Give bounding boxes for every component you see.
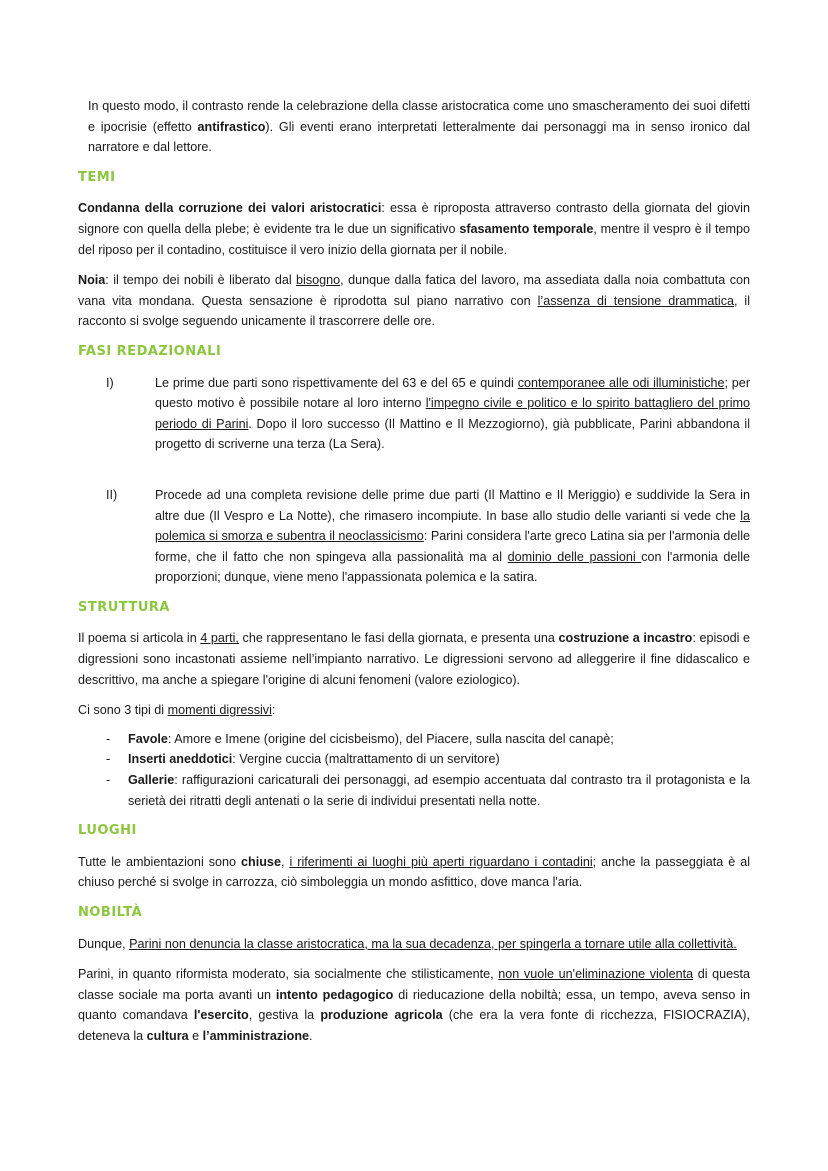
list-item xyxy=(78,749,750,770)
bold-term: l’amministrazione xyxy=(202,1028,310,1043)
text-run: ). Gli eventi erano interpretati letteralmente dai personaggi ma in senso ironico dal narratore e dal lettore. xyxy=(88,119,750,155)
text-run: che rappresentano le fasi della giornata, e presenta una xyxy=(238,631,559,646)
text-run: : raffigurazioni caricaturali dei personaggi, ad esempio accentuata dal contrasto tra il protagonista e la serietà dei ritratti degli antenati o la serie di individui presentati nella notte. xyxy=(128,773,750,808)
list-number: II) xyxy=(106,487,118,502)
underlined-text: 4 parti, xyxy=(200,631,239,646)
heading-luoghi: LUOGHI xyxy=(78,823,137,839)
underlined-text: Parini non denuncia la classe aristocratica, ma la sua decadenza, per spingerla a tornare utile alla collettività. xyxy=(129,936,737,951)
intro-paragraph xyxy=(78,96,750,158)
list-text xyxy=(155,373,750,455)
text-run: Dunque, xyxy=(78,936,130,951)
list-item xyxy=(78,770,750,811)
bold-term: costruzione a incastro xyxy=(558,631,693,646)
text-run: ; anche la passeggiata è al chiuso perché si svolge in carrozza, ciò simboleggia un mondo asfittico, dove manca l'aria. xyxy=(78,854,751,890)
bold-term: Inserti aneddotici xyxy=(128,752,233,767)
heading-nobilta: NOBILTÀ xyxy=(78,905,143,920)
nobilta-paragraph-2 xyxy=(78,964,750,1046)
struttura-paragraph-2 xyxy=(78,700,750,721)
text-run: : xyxy=(271,703,276,718)
underlined-text: dominio delle passioni xyxy=(507,549,642,564)
underlined-text: momenti digressivi xyxy=(167,703,272,718)
text-run: Tutte le ambientazioni sono xyxy=(78,854,242,869)
text-run: (che era la vera fonte di ricchezza, FISIOCRAZIA), deteneva la xyxy=(78,1008,750,1043)
bold-term: sfasamento temporale xyxy=(459,221,594,236)
text-run: , il racconto si svolge seguendo unicamente il trascorrere delle ore. xyxy=(78,293,751,329)
list-item xyxy=(78,485,750,588)
text-run: : il tempo dei nobili è liberato dal xyxy=(105,273,297,288)
struttura-paragraph-1 xyxy=(78,628,750,690)
text-run: Procede ad una completa revisione delle prime due parti (Il Mattino e Il Meriggio) e suddivide la Sera in altre due (Il Vespro e La Notte), che rimasero incompiute. In base allo studio delle varianti si vede che xyxy=(155,487,750,523)
underlined-text: non vuole un'eliminazione violenta xyxy=(498,967,694,982)
list-text xyxy=(128,729,750,750)
list-text xyxy=(128,770,750,811)
temi-paragraph-2 xyxy=(78,270,750,332)
list-text xyxy=(128,749,750,770)
document-page xyxy=(78,96,750,1047)
bold-term: l'esercito xyxy=(193,1008,249,1023)
list-dash: - xyxy=(106,731,111,746)
underlined-text: l'impegno civile e politico e lo spirito battagliero del primo periodo di Parini xyxy=(155,396,750,431)
bold-term: Noia xyxy=(78,273,106,288)
list-text xyxy=(155,485,750,588)
heading-struttura: STRUTTURA xyxy=(78,599,170,615)
digressioni-list xyxy=(78,729,750,811)
text-run: di questa classe sociale ma porta avanti un xyxy=(78,967,750,1002)
underlined-text: i riferimenti ai luoghi più aperti riguardano i contadini xyxy=(289,854,593,869)
heading-temi: TEMI xyxy=(78,169,116,185)
text-run: : essa è riproposta attraverso contrasto della giornata del giovin signore con quella della plebe; è evidente tra le due un significativo xyxy=(78,201,750,236)
list-dash: - xyxy=(106,773,111,788)
underlined-text: contemporanee alle odi illuministiche xyxy=(517,375,725,390)
text-run: , xyxy=(280,854,290,869)
text-run: con l'armonia delle proporzioni; dunque, viene meno l'appassionata polemica e la satira. xyxy=(155,549,750,585)
text-run: : Vergine cuccia (maltrattamento di un servitore) xyxy=(232,752,500,767)
bold-term: Condanna della corruzione dei valori aristocratici xyxy=(78,201,382,216)
bold-term: antifrastico xyxy=(197,119,266,134)
text-run: , gestiva la xyxy=(248,1008,321,1023)
list-item xyxy=(78,729,750,750)
text-run: . Dopo il loro successo (Il Mattino e Il Mezzogiorno), già pubblicate, Parini abbandona il progetto di scriverne una terza (La Sera). xyxy=(155,416,750,452)
list-number: I) xyxy=(106,375,114,390)
text-run: . xyxy=(309,1028,313,1043)
text-run: In questo modo, il contrasto rende la celebrazione della classe aristocratica come uno smascheramento dei suoi difetti e ipocrisie (effetto xyxy=(88,99,750,134)
underlined-text: la polemica si smorza e subentra il neoclassicismo xyxy=(155,508,750,544)
text-run: Le prime due parti sono rispettivamente del 63 e del 65 e quindi xyxy=(155,375,518,390)
text-run: e xyxy=(188,1028,203,1043)
text-run: Il poema si articola in xyxy=(78,631,201,646)
temi-paragraph-1 xyxy=(78,198,750,260)
bold-term: produzione agricola xyxy=(320,1008,443,1023)
bold-term: Gallerie xyxy=(128,773,175,788)
text-run: di rieducazione della nobiltà; essa, un tempo, aveva senso in quanto comandava xyxy=(78,987,750,1023)
text-run: Parini, in quanto riformista moderato, sia socialmente che stilisticamente, xyxy=(78,967,499,982)
underlined-text: l’assenza di tensione drammatica xyxy=(537,293,735,308)
text-run: : Parini considera l'arte greco Latina sia per l'armonia delle forme, che il fatto che non spingeva alla passionalità ma al xyxy=(155,529,750,564)
bold-term: cultura xyxy=(146,1028,189,1043)
fasi-list xyxy=(78,373,750,588)
list-dash: - xyxy=(106,752,111,767)
nobilta-paragraph-1 xyxy=(78,934,750,955)
bold-term: intento pedagogico xyxy=(275,987,394,1002)
text-run: ; per questo motivo è possibile notare al loro interno xyxy=(155,375,751,411)
text-run: Ci sono 3 tipi di xyxy=(78,703,168,718)
list-item xyxy=(78,373,750,455)
luoghi-paragraph xyxy=(78,852,750,893)
bold-term: Favole xyxy=(128,731,168,746)
text-run: , mentre il vespro è il tempo del riposo per il contadino, costituisce il vero inizio della giornata per il nobile. xyxy=(78,221,750,257)
text-run: : episodi e digressioni sono incastonati assieme nell’impianto narrativo. Le digressioni servono ad alleggerire il fine didascalico e descrittivo, ma anche a spiegare l'origine di alcuni fenomeni (valore eziologico). xyxy=(78,631,750,687)
text-run: : Amore e Imene (origine del cicisbeismo), del Piacere, sulla nascita del canapè; xyxy=(167,731,614,746)
bold-term: chiuse xyxy=(241,854,281,869)
underlined-text: bisogno xyxy=(296,273,341,288)
heading-fasi-redazionali: FASI REDAZIONALI xyxy=(78,343,222,359)
text-run: , dunque dalla fatica del lavoro, ma assediata dalla noia combattuta con vana vita mondana. Questa sensazione è riprodotta sul piano narrativo con xyxy=(78,273,750,308)
